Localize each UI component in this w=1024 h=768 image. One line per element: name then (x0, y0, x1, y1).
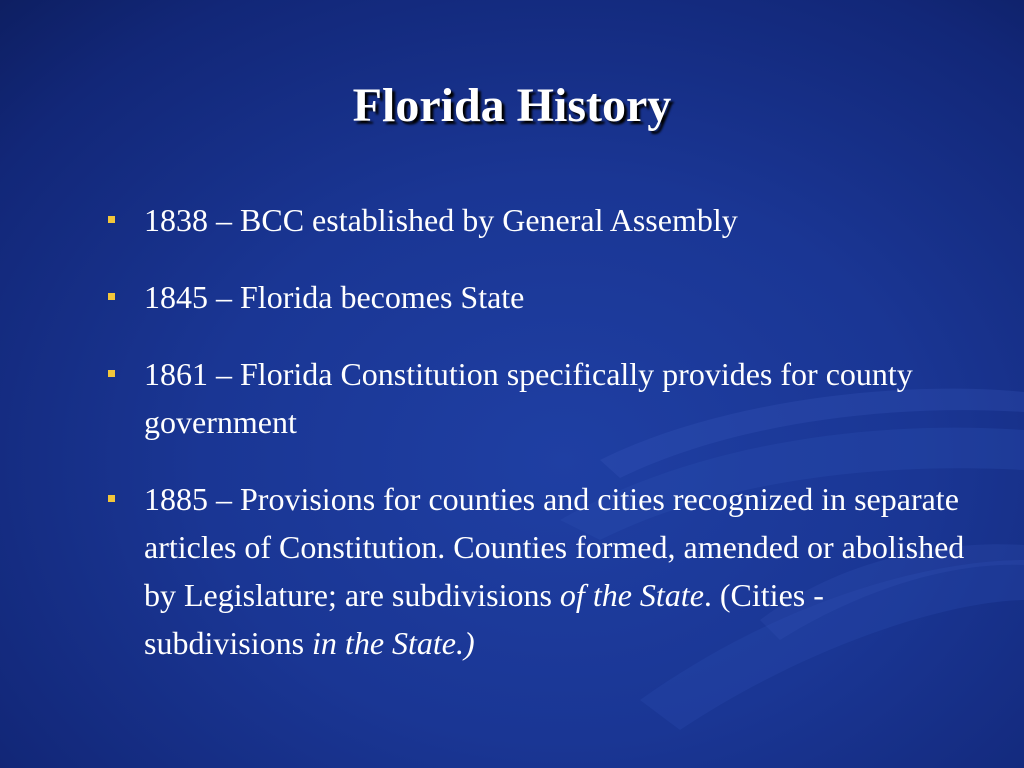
bullet-item-1861 (100, 350, 980, 446)
bullet-text-mid: . (Cities - subdivisions (144, 577, 824, 661)
bullet-text-italic-in-the-state: in the State.) (312, 625, 475, 661)
bullet-text: 1861 – Florida Constitution specifically provides for county government (144, 356, 913, 440)
bullet-item-1838 (100, 196, 980, 244)
bullet-list (100, 196, 980, 696)
bullet-text-italic-of-the-state: of the State (559, 577, 704, 613)
square-bullet-icon (108, 495, 115, 502)
bullet-item-1845 (100, 273, 980, 321)
square-bullet-icon (108, 370, 115, 377)
bullet-text: 1845 – Florida becomes State (144, 279, 525, 315)
square-bullet-icon (108, 293, 115, 300)
square-bullet-icon (108, 216, 115, 223)
bullet-text: 1838 – BCC established by General Assembly (144, 202, 738, 238)
bullet-text-main: 1885 – Provisions for counties and cities recognized in separate articles of Constitution. Counties formed, amended or abolished by Legislature; are subdivisions (144, 481, 965, 613)
bullet-item-1885 (100, 475, 980, 667)
slide-title: Florida History (352, 79, 672, 132)
